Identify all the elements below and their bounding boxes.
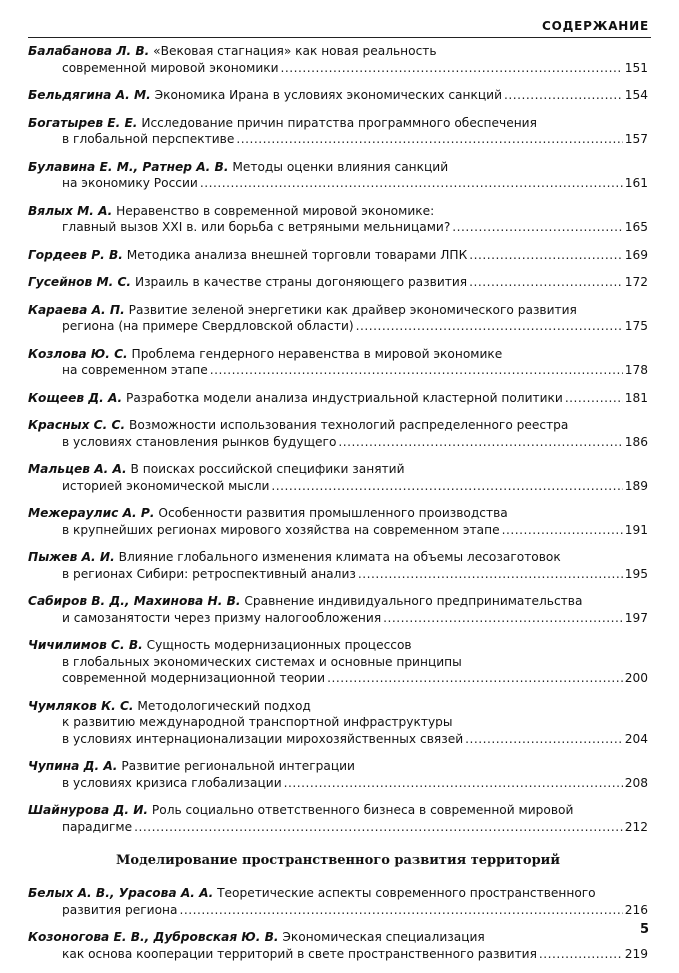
- toc-entry-title: Экономическая специализация: [282, 930, 485, 944]
- toc-entry-line: [28, 115, 648, 132]
- toc-entry-line: [28, 929, 648, 946]
- dot-leader: [465, 731, 623, 748]
- toc-entry-page: 165: [624, 220, 648, 234]
- toc-entry-text-wrap: [62, 566, 356, 583]
- toc-entry-authors: Межераулис А. Р.: [28, 506, 155, 520]
- toc-entry-page: 212: [624, 819, 648, 834]
- toc-entry-title: Исследование причин пиратства программного обеспечения: [141, 115, 537, 130]
- toc-entry-line: [28, 434, 648, 451]
- toc-entry-title: «Вековая стагнация» как новая реальность: [153, 44, 437, 58]
- toc-entry-page: 181: [624, 390, 648, 405]
- toc-entry: [28, 885, 648, 918]
- toc-entry-text-wrap: [62, 715, 453, 729]
- toc-entry-text-wrap: [28, 274, 467, 291]
- toc-entry: [28, 159, 648, 192]
- toc-entry-line: [28, 274, 648, 291]
- toc-entry-text-wrap: [62, 478, 269, 495]
- toc-entry-line: [28, 637, 648, 654]
- toc-entry-line: [28, 478, 648, 495]
- toc-entry-title: развития региона: [62, 902, 178, 917]
- toc-entry-page: 216: [624, 902, 648, 917]
- header-rule: [28, 37, 651, 38]
- toc-entry-authors: Белых А. В., Урасова А. А.: [28, 886, 214, 900]
- toc-entry-text-wrap: [28, 638, 412, 652]
- toc-entry-title: Методологический подход: [137, 698, 311, 713]
- toc-entry: [28, 593, 648, 626]
- toc-entry-line: [28, 362, 648, 379]
- toc-entry-page: 169: [624, 247, 648, 262]
- toc-entry-page: 186: [624, 434, 648, 449]
- toc-entry-text-wrap: [62, 902, 177, 919]
- toc-entry-text-wrap: [28, 390, 563, 407]
- toc-entry: [28, 203, 648, 236]
- toc-entry-text-wrap: [28, 803, 573, 817]
- dot-leader: [469, 274, 623, 291]
- toc-entry-line: [28, 302, 648, 319]
- toc-entry-text-wrap: [28, 303, 577, 317]
- dot-leader: [469, 247, 623, 264]
- toc-entry-line: [28, 549, 648, 566]
- toc-entry-title: как основа кооперации территорий в свете пространственного развития: [62, 946, 537, 961]
- toc-entry-text-wrap: [28, 204, 434, 218]
- toc-entry-text-wrap: [28, 160, 448, 174]
- toc-entry-text-wrap: [28, 347, 502, 361]
- toc-entry-line: [28, 175, 648, 192]
- toc-entry-authors: Бельдягина А. М.: [28, 88, 151, 102]
- toc-entry: [28, 302, 648, 335]
- toc-entry-text-wrap: [62, 522, 500, 539]
- toc-entry-authors: Красных С. С.: [28, 418, 126, 432]
- toc-entry-text-wrap: [62, 819, 132, 836]
- dot-leader: [452, 219, 622, 236]
- toc-entry-authors: Гусейнов М. С.: [28, 275, 132, 289]
- toc-entry-title: Сравнение индивидуального предпринимательства: [244, 594, 583, 608]
- toc-entry-line: [28, 670, 648, 687]
- toc-entry-line: [28, 131, 648, 148]
- toc-entry-title: В поисках российской специфики занятий: [130, 462, 405, 476]
- toc-entry-text-wrap: [62, 60, 279, 77]
- toc-entry-title: к развитию международной транспортной инфраструктуры: [62, 715, 453, 729]
- toc-entry-title: и самозанятости через призму налогообложения: [62, 610, 382, 625]
- toc-entry-line: [28, 203, 648, 220]
- toc-entry-title: Методы оценки влияния санкций: [232, 159, 449, 174]
- toc-entry-title: современной мировой экономики: [62, 60, 279, 75]
- toc-entry-line: [28, 159, 648, 176]
- toc-entry-text-wrap: [28, 247, 467, 264]
- toc-entry-title: в условиях кризиса глобализации: [62, 775, 282, 790]
- toc-entry-page: 175: [624, 319, 648, 333]
- toc-entry: [28, 505, 648, 538]
- toc-entry-page: 197: [624, 610, 648, 625]
- toc-entry-title: Проблема гендерного неравенства в мировой экономике: [131, 346, 503, 361]
- toc-entry-text-wrap: [62, 670, 325, 687]
- toc-entry-line: [28, 346, 648, 363]
- toc-entry-title: Экономика Ирана в условиях экономических санкций: [154, 88, 502, 102]
- toc-entry-line: [28, 698, 648, 715]
- toc-entry-title: Израиль в качестве страны догоняющего развития: [134, 275, 468, 289]
- dot-leader: [383, 610, 623, 627]
- toc-entry-authors: Вялых М. А.: [28, 203, 113, 218]
- toc-entry-text-wrap: [28, 550, 561, 564]
- toc-entry-title: главный вызов XXI в. или борьба с ветряными мельницами?: [62, 220, 451, 234]
- dot-leader: [281, 60, 623, 77]
- toc-entry: [28, 929, 648, 962]
- toc-entry-text-wrap: [28, 930, 485, 944]
- toc-entry-title: Разработка модели анализа индустриальной кластерной политики: [125, 390, 563, 405]
- toc-entry-title: Особенности развития промышленного производства: [158, 506, 508, 520]
- toc-entry-line: [28, 714, 648, 731]
- toc-entry: [28, 698, 648, 748]
- toc-entry-authors: Балабанова Л. В.: [28, 44, 150, 58]
- dot-leader: [356, 318, 623, 335]
- toc-entry: [28, 87, 648, 104]
- toc-entry-text-wrap: [62, 775, 282, 792]
- toc-entry-authors: Богатырев Е. Е.: [28, 115, 138, 130]
- toc-entry: [28, 247, 648, 264]
- toc-entry-title: современной модернизационной теории: [62, 671, 326, 685]
- dot-leader: [236, 131, 622, 148]
- toc-entry-text-wrap: [28, 462, 405, 476]
- toc-entry-title: Сущность модернизационных процессов: [146, 638, 412, 652]
- toc-entry-page: 157: [624, 132, 648, 146]
- dot-leader: [565, 390, 623, 407]
- dot-leader: [502, 522, 623, 539]
- toc-entry-line: [28, 902, 648, 919]
- toc-entry-title: Роль социально ответственного бизнеса в современной мировой: [151, 803, 574, 817]
- section-heading: Моделирование пространственного развития территорий: [116, 853, 560, 868]
- toc-entry-page: 161: [624, 176, 648, 190]
- toc-entry-line: [28, 819, 648, 836]
- toc-entry-line: [28, 802, 648, 819]
- toc-entry-authors: Кощеев Д. А.: [28, 390, 123, 405]
- toc-entry: [28, 637, 648, 687]
- toc-entry-authors: Чумляков К. С.: [28, 698, 134, 713]
- toc-entry-page: 195: [624, 566, 648, 581]
- toc-entry: [28, 390, 648, 407]
- running-head: СОДЕРЖАНИЕ: [542, 19, 649, 33]
- toc-entry-authors: Караева А. П.: [28, 302, 125, 317]
- toc-entry-text-wrap: [62, 362, 208, 379]
- toc-entry-line: [28, 60, 648, 77]
- toc-entry-authors: Чичилимов С. В.: [28, 638, 143, 652]
- toc-entry: [28, 115, 648, 148]
- toc-entry-title: историей экономической мысли: [62, 478, 270, 493]
- dot-leader: [504, 87, 623, 104]
- toc-entry-line: [28, 758, 648, 775]
- toc-entry-title: в условиях становления рынков будущего: [62, 434, 337, 449]
- dot-leader: [134, 819, 623, 836]
- toc-entry-text-wrap: [62, 131, 234, 148]
- dot-leader: [338, 434, 622, 451]
- toc-entry-authors: Булавина Е. М., Ратнер А. В.: [28, 159, 229, 174]
- toc-entry-title: на экономику России: [62, 176, 198, 190]
- dot-leader: [210, 362, 623, 379]
- toc-entry-text-wrap: [62, 318, 354, 335]
- dot-leader: [271, 478, 622, 495]
- toc-entry-line: [28, 775, 648, 792]
- toc-entry-text-wrap: [28, 44, 437, 58]
- toc-entry-page: 191: [624, 522, 648, 537]
- toc-entry-title: Методика анализа внешней торговли товарами ЛПК: [126, 247, 468, 262]
- toc-entry-text-wrap: [28, 87, 502, 104]
- toc-entry-text-wrap: [28, 886, 596, 900]
- toc-entry-line: [28, 885, 648, 902]
- toc-entry-authors: Сабиров В. Д., Махинова Н. В.: [28, 594, 241, 608]
- toc-entry-line: [28, 610, 648, 627]
- contents-list: [28, 43, 648, 973]
- toc-entry-line: [28, 461, 648, 478]
- toc-entry-title: в регионах Сибири: ретроспективный анализ: [62, 566, 356, 581]
- toc-entry-title: региона (на примере Свердловской области): [62, 319, 354, 333]
- toc-entry-authors: Шайнурова Д. И.: [28, 803, 149, 817]
- toc-entry: [28, 461, 648, 494]
- dot-leader: [358, 566, 623, 583]
- toc-entry-page: 200: [624, 671, 648, 685]
- dot-leader: [284, 775, 623, 792]
- toc-entry: [28, 43, 648, 76]
- toc-entry-title: на современном этапе: [62, 363, 208, 377]
- toc-entry: [28, 346, 648, 379]
- toc-entry-text-wrap: [28, 594, 582, 608]
- toc-entry-text-wrap: [62, 610, 381, 627]
- dot-leader: [327, 670, 623, 687]
- page-number: 5: [639, 922, 649, 937]
- toc-entry-text-wrap: [28, 759, 355, 773]
- toc-entry-page: 204: [624, 731, 648, 746]
- toc-entry-line: [28, 593, 648, 610]
- toc-entry-title: в условиях интернационализации мирохозяйственных связей: [62, 731, 464, 746]
- toc-entry-line: [28, 522, 648, 539]
- toc-entry-title: в глобальной перспективе: [62, 132, 235, 146]
- toc-entry-text-wrap: [28, 116, 537, 130]
- toc-entry: [28, 274, 648, 291]
- toc-entry-line: [28, 566, 648, 583]
- toc-entry-authors: Мальцев А. А.: [28, 462, 127, 476]
- toc-entry-authors: Козоногова Е. В., Дубровская Ю. В.: [28, 930, 279, 944]
- toc-entry-authors: Гордеев Р. В.: [28, 247, 123, 262]
- toc-entry-page: 189: [624, 478, 648, 493]
- toc-entry-authors: Чупина Д. А.: [28, 759, 118, 773]
- toc-entry-page: 172: [624, 275, 648, 289]
- toc-entry-title: Неравенство в современной мировой экономике:: [116, 203, 435, 218]
- toc-entry-title: Влияние глобального изменения климата на объемы лесозаготовок: [118, 550, 561, 564]
- toc-entry-authors: Козлова Ю. С.: [28, 346, 128, 361]
- toc-entry-line: [28, 219, 648, 236]
- toc-entry: [28, 549, 648, 582]
- toc-entry-text-wrap: [28, 506, 508, 520]
- toc-entry-line: [28, 43, 648, 60]
- toc-entry-page: 154: [624, 88, 648, 102]
- toc-entry-title: Возможности использования технологий распределенного реестра: [128, 418, 569, 432]
- toc-entry-title: Развитие региональной интеграции: [121, 759, 355, 773]
- toc-entry: [28, 417, 648, 450]
- toc-entry-text-wrap: [28, 699, 311, 713]
- toc-entry-page: 219: [624, 946, 648, 961]
- toc-entry-line: [28, 247, 648, 264]
- toc-entry-text-wrap: [62, 655, 462, 669]
- toc-entry-authors: Пыжев А. И.: [28, 550, 115, 564]
- toc-entry-page: 151: [624, 60, 648, 75]
- toc-entry-title: Развитие зеленой энергетики как драйвер экономического развития: [128, 302, 577, 317]
- dot-leader: [179, 902, 622, 919]
- toc-entry-page: 208: [624, 775, 648, 790]
- toc-entry-line: [28, 731, 648, 748]
- toc-entry-text-wrap: [62, 219, 450, 236]
- toc-entry-page: 178: [624, 363, 648, 377]
- toc-entry-text-wrap: [62, 731, 463, 748]
- toc-entry-text-wrap: [62, 175, 198, 192]
- toc-entry-line: [28, 417, 648, 434]
- toc-entry-title: парадигме: [62, 819, 133, 834]
- toc-entry: [28, 802, 648, 835]
- toc-entry-line: [28, 654, 648, 671]
- toc-entry-title: в глобальных экономических системах и основные принципы: [62, 654, 462, 669]
- dot-leader: [200, 175, 623, 192]
- toc-entry-title: Теоретические аспекты современного пространственного: [217, 886, 596, 900]
- toc-entry-text-wrap: [28, 418, 568, 432]
- toc-entry-line: [28, 87, 648, 104]
- toc-entry-text-wrap: [62, 434, 336, 451]
- toc-entry-line: [28, 318, 648, 335]
- toc-entry-line: [28, 505, 648, 522]
- toc-entry: [28, 758, 648, 791]
- toc-entry-line: [28, 390, 648, 407]
- toc-entry-title: в крупнейших регионах мирового хозяйства на современном этапе: [62, 522, 500, 537]
